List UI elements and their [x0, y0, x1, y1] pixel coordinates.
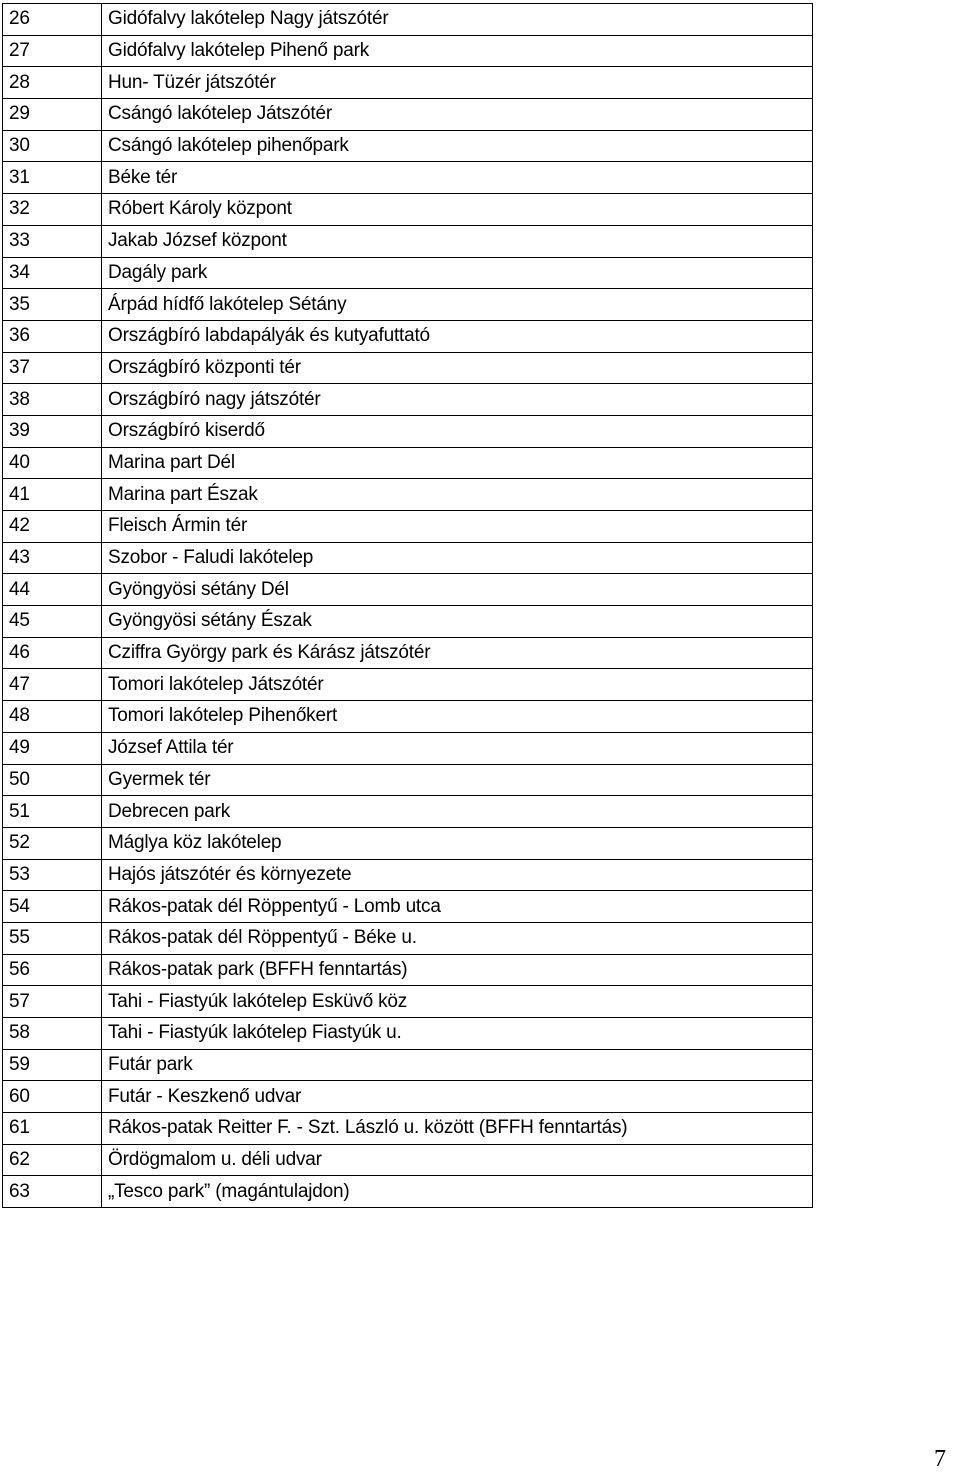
park-name-cell: Cziffra György park és Kárász játszótér: [102, 637, 813, 669]
park-name-cell: Gidófalvy lakótelep Pihenő park: [102, 35, 813, 67]
table-row: [3, 99, 813, 131]
park-name-cell: Rákos-patak dél Röppentyű - Béke u.: [102, 922, 813, 954]
table-row: [3, 1113, 813, 1145]
row-number-cell: 36: [3, 320, 102, 352]
row-number-cell: 30: [3, 130, 102, 162]
table-row: [3, 701, 813, 733]
park-name-cell: Országbíró kiserdő: [102, 415, 813, 447]
park-name-cell: Tomori lakótelep Játszótér: [102, 669, 813, 701]
park-name-cell: Gyöngyösi sétány Dél: [102, 574, 813, 606]
table-row: [3, 447, 813, 479]
row-number-cell: 45: [3, 606, 102, 638]
row-number-cell: 49: [3, 732, 102, 764]
row-number-cell: 56: [3, 954, 102, 986]
park-name-cell: Országbíró központi tér: [102, 352, 813, 384]
park-name-cell: Rákos-patak Reitter F. - Szt. László u. között (BFFH fenntartás): [102, 1113, 813, 1145]
row-number-cell: 55: [3, 922, 102, 954]
park-list-table: [2, 3, 813, 1208]
park-name-cell: Hun- Tüzér játszótér: [102, 67, 813, 99]
row-number-cell: 48: [3, 701, 102, 733]
table-row: [3, 732, 813, 764]
park-name-cell: Szobor - Faludi lakótelep: [102, 542, 813, 574]
park-name-cell: Rákos-patak dél Röppentyű - Lomb utca: [102, 891, 813, 923]
park-name-cell: Gyermek tér: [102, 764, 813, 796]
table-row: [3, 922, 813, 954]
row-number-cell: 58: [3, 1018, 102, 1050]
row-number-cell: 37: [3, 352, 102, 384]
park-name-cell: Tahi - Fiastyúk lakótelep Fiastyúk u.: [102, 1018, 813, 1050]
park-name-cell: Tahi - Fiastyúk lakótelep Esküvő köz: [102, 986, 813, 1018]
park-name-cell: Futár park: [102, 1049, 813, 1081]
park-name-cell: Országbíró nagy játszótér: [102, 384, 813, 416]
table-row: [3, 511, 813, 543]
row-number-cell: 47: [3, 669, 102, 701]
park-name-cell: Futár - Keszkenő udvar: [102, 1081, 813, 1113]
table-row: [3, 637, 813, 669]
row-number-cell: 57: [3, 986, 102, 1018]
row-number-cell: 27: [3, 35, 102, 67]
park-name-cell: Hajós játszótér és környezete: [102, 859, 813, 891]
table-row: [3, 257, 813, 289]
row-number-cell: 53: [3, 859, 102, 891]
row-number-cell: 32: [3, 194, 102, 226]
table-row: [3, 194, 813, 226]
row-number-cell: 51: [3, 796, 102, 828]
park-name-cell: Róbert Károly központ: [102, 194, 813, 226]
row-number-cell: 35: [3, 289, 102, 321]
table-row: [3, 1176, 813, 1208]
park-name-cell: Csángó lakótelep Játszótér: [102, 99, 813, 131]
row-number-cell: 39: [3, 415, 102, 447]
park-name-cell: Marina part Észak: [102, 479, 813, 511]
park-name-cell: Debrecen park: [102, 796, 813, 828]
table-row: [3, 1049, 813, 1081]
park-name-cell: Marina part Dél: [102, 447, 813, 479]
park-list-body: [3, 4, 813, 1208]
park-name-cell: Béke tér: [102, 162, 813, 194]
row-number-cell: 26: [3, 4, 102, 36]
park-name-cell: Csángó lakótelep pihenőpark: [102, 130, 813, 162]
park-name-cell: Jakab József központ: [102, 225, 813, 257]
park-name-cell: Árpád hídfő lakótelep Sétány: [102, 289, 813, 321]
table-row: [3, 384, 813, 416]
row-number-cell: 31: [3, 162, 102, 194]
row-number-cell: 50: [3, 764, 102, 796]
row-number-cell: 28: [3, 67, 102, 99]
table-row: [3, 542, 813, 574]
table-row: [3, 827, 813, 859]
row-number-cell: 34: [3, 257, 102, 289]
table-row: [3, 289, 813, 321]
row-number-cell: 63: [3, 1176, 102, 1208]
table-row: [3, 954, 813, 986]
row-number-cell: 29: [3, 99, 102, 131]
park-name-cell: Országbíró labdapályák és kutyafuttató: [102, 320, 813, 352]
row-number-cell: 52: [3, 827, 102, 859]
row-number-cell: 54: [3, 891, 102, 923]
table-row: [3, 67, 813, 99]
page-number: 7: [934, 1446, 946, 1472]
table-row: [3, 225, 813, 257]
table-row: [3, 796, 813, 828]
table-row: [3, 415, 813, 447]
table-row: [3, 130, 813, 162]
park-name-cell: Gidófalvy lakótelep Nagy játszótér: [102, 4, 813, 36]
park-name-cell: Máglya köz lakótelep: [102, 827, 813, 859]
table-row: [3, 320, 813, 352]
table-row: [3, 606, 813, 638]
table-row: [3, 4, 813, 36]
table-row: [3, 1081, 813, 1113]
park-name-cell: József Attila tér: [102, 732, 813, 764]
park-name-cell: Tomori lakótelep Pihenőkert: [102, 701, 813, 733]
row-number-cell: 38: [3, 384, 102, 416]
row-number-cell: 40: [3, 447, 102, 479]
row-number-cell: 46: [3, 637, 102, 669]
park-name-cell: Rákos-patak park (BFFH fenntartás): [102, 954, 813, 986]
table-row: [3, 1144, 813, 1176]
row-number-cell: 59: [3, 1049, 102, 1081]
table-row: [3, 986, 813, 1018]
table-row: [3, 891, 813, 923]
row-number-cell: 61: [3, 1113, 102, 1145]
table-row: [3, 574, 813, 606]
park-name-cell: Gyöngyösi sétány Észak: [102, 606, 813, 638]
row-number-cell: 44: [3, 574, 102, 606]
row-number-cell: 62: [3, 1144, 102, 1176]
park-name-cell: Ördögmalom u. déli udvar: [102, 1144, 813, 1176]
table-row: [3, 859, 813, 891]
table-row: [3, 162, 813, 194]
row-number-cell: 41: [3, 479, 102, 511]
table-row: [3, 35, 813, 67]
row-number-cell: 43: [3, 542, 102, 574]
table-row: [3, 669, 813, 701]
table-row: [3, 352, 813, 384]
table-row: [3, 1018, 813, 1050]
park-name-cell: Dagály park: [102, 257, 813, 289]
row-number-cell: 42: [3, 511, 102, 543]
row-number-cell: 60: [3, 1081, 102, 1113]
row-number-cell: 33: [3, 225, 102, 257]
park-name-cell: Fleisch Ármin tér: [102, 511, 813, 543]
park-name-cell: „Tesco park” (magántulajdon): [102, 1176, 813, 1208]
table-row: [3, 764, 813, 796]
table-row: [3, 479, 813, 511]
